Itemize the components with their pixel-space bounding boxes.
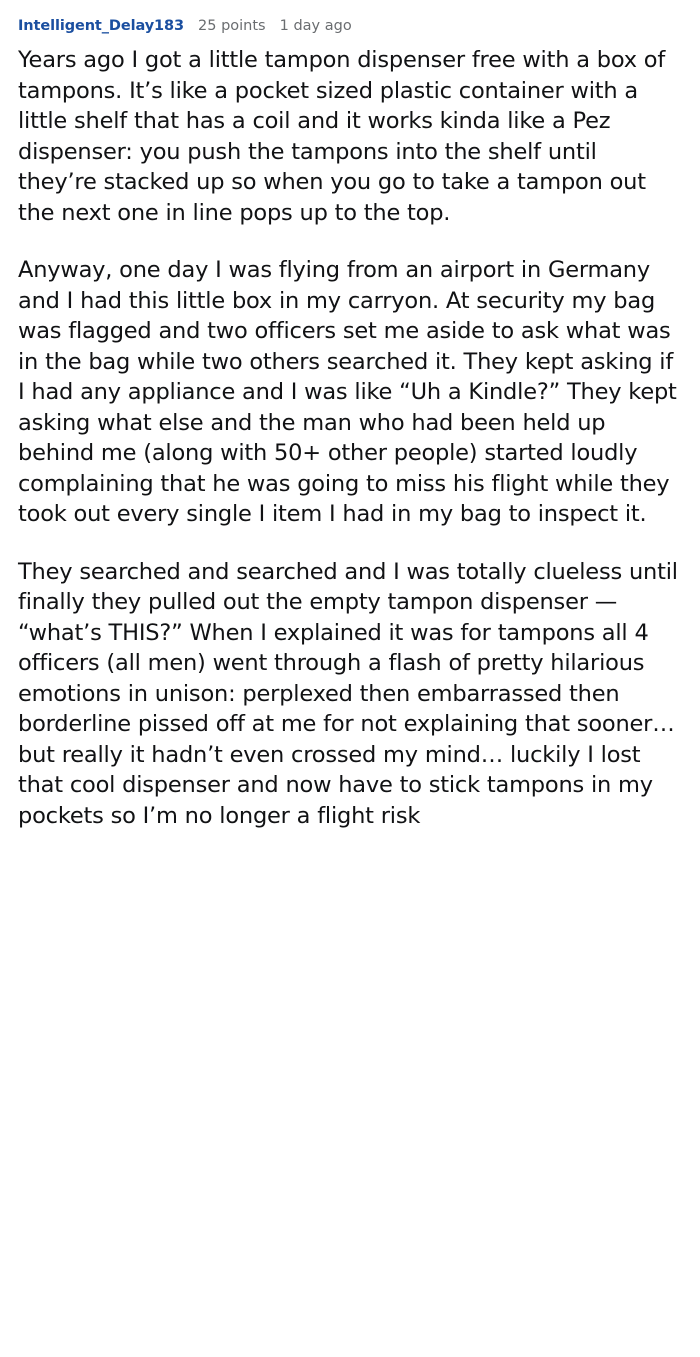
comment-timestamp: 1 day ago: [279, 18, 352, 34]
comment-points: 25 points: [198, 18, 266, 34]
comment-paragraph: Anyway, one day I was flying from an airport in Germany and I had this little box in my carryon. At security my bag was flagged and two officers set me aside to ask what was in the bag while two others searched it. They kept asking if I had any appliance and I was like “Uh a Kindle?” They kept asking what else and the man who had been held up behind me (along with 50+ other people) started loudly complaining that he was going to miss his flight while they took out every single I item I had in my bag to inspect it.: [18, 257, 677, 528]
comment-author[interactable]: Intelligent_Delay183: [18, 18, 185, 34]
comment-meta: [18, 18, 682, 35]
comment-paragraph: Years ago I got a little tampon dispenser free with a box of tampons. It’s like a pocket sized plastic container with a little shelf that has a coil and it works kinda like a Pez dispenser: you push the tampons into the shelf until they’re stacked up so when you go to take a tampon out the next one in line pops up to the top.: [18, 47, 666, 226]
comment-paragraph: They searched and searched and I was totally clueless until finally they pulled out the empty tampon dispenser — “what’s THIS?” When I explained it was for tampons all 4 officers (all men) went through a flash of pretty hilarious emotions in unison: perplexed then embarrassed then borderline pissed off at me for not explaining that sooner… but really it hadn’t even crossed my mind… luckily I lost that cool dispenser and now have to stick tampons in my pockets so I’m no longer a flight risk: [18, 558, 678, 829]
comment-body: [18, 45, 682, 831]
